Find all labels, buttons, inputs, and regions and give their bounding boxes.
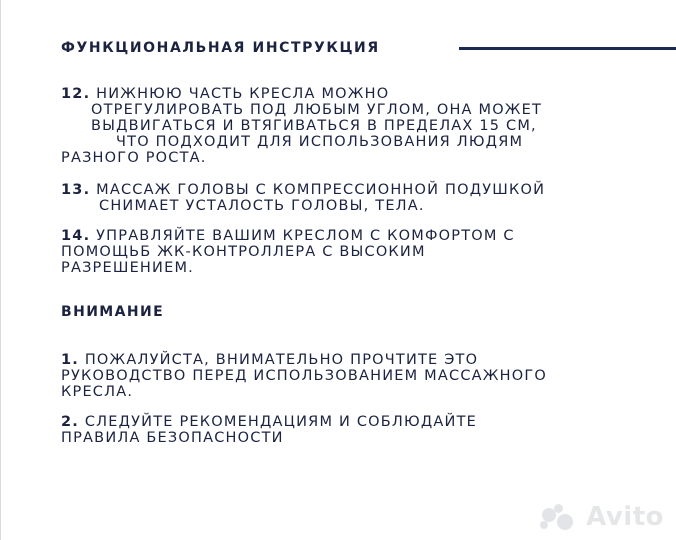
instruction-line: ОТРЕГУЛИРОВАТЬ ПОД ЛЮБЫМ УГЛОМ, ОНА МОЖЕТ bbox=[91, 102, 543, 118]
instruction-line: ВЫДВИГАТЬСЯ И ВТЯГИВАТЬСЯ В ПРЕДЕЛАХ 15 СМ, bbox=[91, 118, 537, 134]
page-title: ФУНКЦИОНАЛЬНАЯ ИНСТРУКЦИЯ bbox=[61, 40, 380, 56]
instruction-line: РАЗНОГО РОСТА. bbox=[61, 150, 207, 166]
warning-item-2 bbox=[61, 414, 621, 446]
instruction-line: 14. УПРАВЛЯЙТЕ ВАШИМ КРЕСЛОМ С КОМФОРТОМ С bbox=[61, 228, 515, 244]
instruction-line: ПОМОЩЬБ ЖК-КОНТРОЛЛЕРА С ВЫСОКИМ bbox=[61, 244, 426, 260]
warning-line: КРЕСЛА. bbox=[61, 384, 134, 400]
warning-line: ПРАВИЛА БЕЗОПАСНОСТИ bbox=[61, 430, 284, 446]
warning-line: 1. ПОЖАЛУЙСТА, ВНИМАТЕЛЬНО ПРОЧТИТЕ ЭТО bbox=[61, 352, 479, 368]
avito-watermark bbox=[540, 502, 664, 532]
instruction-line: ЧТО ПОДХОДИТ ДЛЯ ИСПОЛЬЗОВАНИЯ ЛЮДЯМ bbox=[116, 134, 524, 150]
warning-line: РУКОВОДСТВО ПЕРЕД ИСПОЛЬЗОВАНИЕМ МАССАЖНОГО bbox=[61, 368, 547, 384]
instruction-number: 14. bbox=[61, 228, 91, 244]
header-rule bbox=[459, 47, 676, 50]
instruction-line: 12. НИЖНЮЮ ЧАСТЬ КРЕСЛА МОЖНО bbox=[61, 86, 390, 102]
instruction-number: 13. bbox=[61, 182, 91, 198]
instruction-item-14 bbox=[61, 228, 621, 276]
warning-number: 2. bbox=[61, 414, 79, 430]
warning-line: 2. СЛЕДУЙТЕ РЕКОМЕНДАЦИЯМ И СОБЛЮДАЙТЕ bbox=[61, 414, 477, 430]
watermark-text: Avito bbox=[586, 502, 664, 532]
instruction-line: СНИМАЕТ УСТАЛОСТЬ ГОЛОВЫ, ТЕЛА. bbox=[99, 198, 425, 214]
instruction-line: РАЗРЕШЕНИЕМ. bbox=[61, 260, 194, 276]
instruction-item-12 bbox=[61, 86, 621, 166]
instruction-number: 12. bbox=[61, 86, 91, 102]
warning-number: 1. bbox=[61, 352, 79, 368]
header bbox=[61, 40, 380, 56]
instruction-line: 13. МАССАЖ ГОЛОВЫ С КОМПРЕССИОННОЙ ПОДУШКОЙ bbox=[61, 182, 546, 198]
warning-title: ВНИМАНИЕ bbox=[61, 304, 165, 320]
instructions-content bbox=[61, 86, 621, 446]
warning-item-1 bbox=[61, 352, 621, 400]
instruction-item-13 bbox=[61, 182, 621, 214]
avito-logo-icon bbox=[540, 504, 580, 530]
